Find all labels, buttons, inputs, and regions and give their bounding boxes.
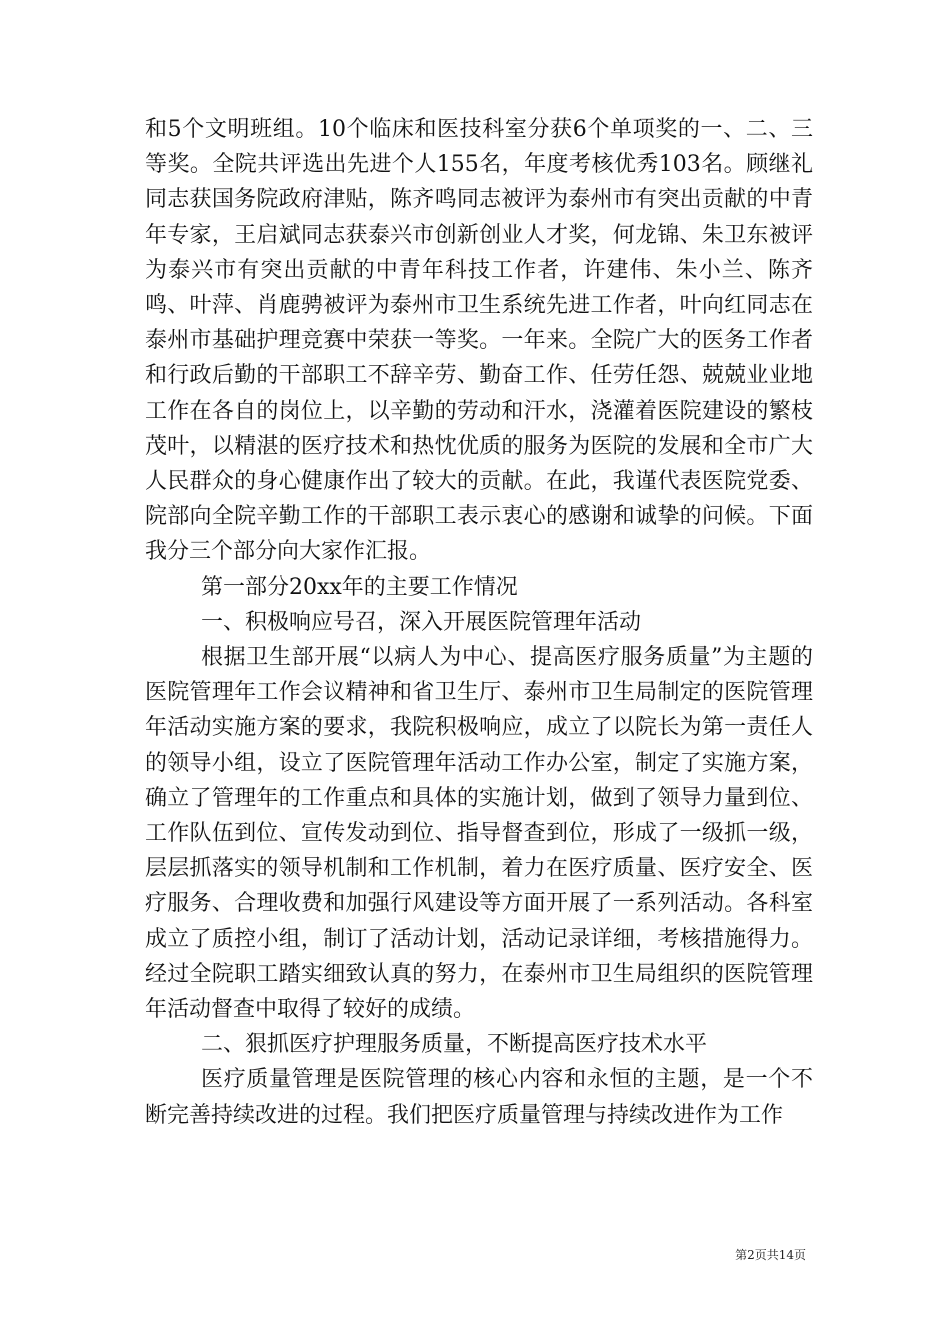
paragraph-quality-management: 医疗质量管理是医院管理的核心内容和永恒的主题，是一个不断完善持续改进的过程。我们把医疗质量管理与持续改进作为工作 xyxy=(145,1067,813,1128)
section-heading-part-one: 第一部分20xx年的主要工作情况 xyxy=(201,574,518,600)
page-number-footer: 第2页共14页 xyxy=(735,1248,806,1262)
paragraph-awards-summary: 和5个文明班组。10个临床和医技科室分获6个单项奖的一、二、三等奖。全院共评选出先进个人155名，年度考核优秀103名。顾继礼同志获国务院政府津贴，陈齐鸣同志被评为泰州市有突出贡献的中青年专家，王启斌同志获泰兴市创新创业人才奖，何龙锦、朱卫东被评为泰兴市有突出贡献的中青年科技工作者，许建伟、朱小兰、陈齐鸣、叶萍、肖鹿骋被评为泰州市卫生系统先进工作者，叶向红同志在泰州市基础护理竞赛中荣获一等奖。一年来。全院广大的医务工作者和行政后勤的干部职工不辞辛劳、勤奋工作、任劳任怨、兢兢业业地工作在各自的岗位上，以辛勤的劳动和汗水，浇灌着医院建设的繁枝茂叶，以精湛的医疗技术和热忱优质的服务为医院的发展和全市广大人民群众的身心健康作出了较大的贡献。在此，我谨代表医院党委、院部向全院辛勤工作的干部职工表示衷心的感谢和诚挚的问候。下面我分三个部分向大家作汇报。 xyxy=(145,117,814,565)
paragraph-management-year: 根据卫生部开展“以病人为中心、提高医疗服务质量”为主题的医院管理年工作会议精神和省卫生厅、泰州市卫生局制定的医院管理年活动实施方案的要求，我院积极响应，成立了以院长为第一责任人的领导小组，设立了医院管理年活动工作办公室，制定了实施方案，确立了管理年的工作重点和具体的实施计划，做到了领导力量到位、工作队伍到位、宣传发动到位、指导督查到位，形成了一级抓一级，层层抓落实的领导机制和工作机制，着力在医疗质量、医疗安全、医疗服务、合理收费和加强行风建设等方面开展了一系列活动。各科室成立了质控小组，制订了活动计划，活动记录详细，考核措施得力。经过全院职工踏实细致认真的努力，在泰州市卫生局组织的医院管理年活动督查中取得了较好的成绩。 xyxy=(145,645,813,1023)
subheading-medical-quality: 二、狠抓医疗护理服务质量，不断提高医疗技术水平 xyxy=(201,1032,708,1058)
document-body xyxy=(145,112,813,1133)
subheading-hospital-management-year: 一、积极响应号召，深入开展医院管理年活动 xyxy=(201,609,642,635)
